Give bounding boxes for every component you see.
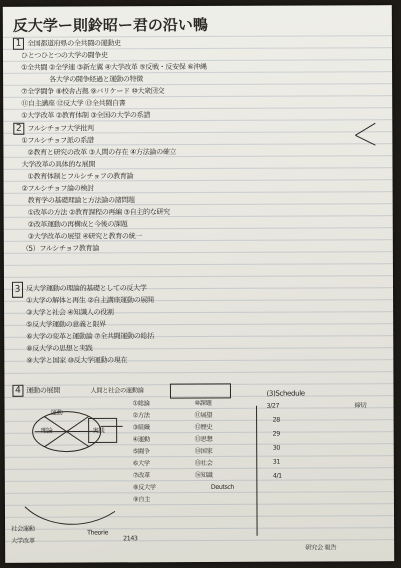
- section-2-line: ③大学改革の展望 ④研究と教育の統一: [27, 231, 142, 241]
- list-mid-item: ⑭国家: [194, 447, 213, 456]
- diagram-label: 運動: [50, 409, 63, 417]
- schedule-item: 31: [272, 458, 281, 466]
- section-2-line: ①教育体制とフルシチョフの教育論: [27, 171, 134, 181]
- section-4-note: 人間と社会の運動論: [90, 387, 144, 395]
- list-mid-item: ⑪展望: [194, 411, 213, 420]
- list-left-item: ⑦改革: [132, 472, 150, 480]
- section-3-line: ⑧反大学の思想と実践: [26, 343, 93, 353]
- schedule-note: 締切: [354, 402, 367, 410]
- list-left-item: ②方法: [132, 412, 150, 420]
- list-mid-item: ⑬思想: [194, 435, 213, 444]
- section-1-line: ひとつひとつの大学の闘争史: [20, 50, 108, 60]
- notebook-page: [3, 5, 394, 563]
- section-2-line: ①改革の方法 ②教育課程の再編 ③自主的な研究: [27, 207, 170, 217]
- section-2-line: フルシチョフ大学批判: [27, 123, 94, 133]
- section-2-number: 2: [13, 123, 24, 135]
- section-2-line: （5）フルシチョフ教育論: [21, 243, 99, 253]
- diagram-label: 実践: [92, 427, 105, 435]
- section-1-line: ⑦全学闘争 ⑧校舎占拠 ⑨バリケード ⑩大衆団交: [21, 86, 165, 96]
- section-3-line: 反大学運動の理論的基礎としての反大学: [25, 283, 147, 293]
- section-4-title: 運動の展開: [26, 385, 60, 395]
- schedule-item: 4/1: [272, 472, 282, 480]
- list-mid-item: ⑮社会: [194, 459, 213, 468]
- section-1-number: 1: [13, 38, 24, 50]
- section-1-line: ⑪自主講座 ⑫反大学 ⑬全共闘白書: [21, 98, 126, 108]
- section-3-line: ⑨大学と国家 ⑩反大学運動の現在: [26, 355, 128, 365]
- schedule-item: 28: [272, 416, 280, 424]
- section-3-line: ①大学の解体と再生 ②自主講座運動の展開: [26, 295, 154, 305]
- section-2-line: 大学改革の具体的な展開: [21, 159, 96, 169]
- list-left-item: ⑥大学: [132, 460, 150, 468]
- section-4-number: 4: [12, 385, 23, 397]
- section-3-number: 3: [12, 282, 23, 298]
- section-1-line: ①全共闘 ②全学連 ③新左翼 ④大学改革 ⑤反戦・反安保 ⑥沖縄: [21, 61, 207, 72]
- list-left-item: ⑨自主: [132, 496, 151, 504]
- section-2-line: ②フルシチョフ論の検討: [21, 183, 94, 193]
- section-1-line: 全国都道府県の全共闘の運動史: [26, 38, 121, 48]
- schedule-item: 29: [272, 430, 280, 438]
- list-left-item: ⑤闘争: [132, 448, 150, 456]
- diagram-label: 理論: [40, 427, 53, 435]
- footer-note: 研究会 報告: [305, 544, 337, 552]
- section-3-line: ⑥大学の変革と運動論 ⑦全共闘運動の総括: [26, 331, 154, 341]
- section-2-line: ①フルシチョフ派の系譜: [21, 135, 94, 145]
- bottom-left-note: 社会運動: [11, 525, 35, 533]
- section-2-line: 教育学の基礎理論と方法論の諸問題: [27, 195, 135, 205]
- schedule-item: 30: [272, 444, 280, 452]
- section-2-line: ②教育と研究の改革 ③人間の存在 ④方法論の確立: [27, 147, 177, 157]
- list-mid-item: ⑯知識: [194, 471, 213, 480]
- list-left-item: ⑧反大学: [132, 484, 156, 492]
- section-3-line: ⑤反大学運動の意義と限界: [26, 319, 106, 329]
- section-1-line: 各大学の闘争経過と運動の特徴: [49, 74, 143, 84]
- list-left-item: ③組織: [132, 424, 150, 432]
- list-left-item: ④運動: [132, 436, 150, 444]
- bottom-mid-note: Theorie: [87, 529, 109, 537]
- page-title: 反大学ー則鈴昭ー君の沿い鴨: [12, 15, 208, 35]
- list-mid-item: ⑫歴史: [194, 423, 213, 432]
- section-3-line: ③大学と社会 ④知識人の役割: [26, 307, 114, 317]
- list-mid-item: ⑩課題: [194, 399, 212, 408]
- section-1-line: ①大学改革 ②教育体制 ③全国の大学の系譜: [21, 110, 150, 120]
- list-left-item: ①総論: [132, 400, 150, 408]
- section-2-line: ②改革運動の再構成と今後の課題: [27, 219, 128, 229]
- schedule-title: (3)Schedule: [266, 388, 305, 398]
- schedule-item: 3/27: [266, 402, 280, 410]
- deutsch-label: Deutsch: [210, 483, 235, 491]
- bottom-number: 2143: [123, 535, 138, 543]
- bottom-left-note: 大学改革: [11, 537, 35, 545]
